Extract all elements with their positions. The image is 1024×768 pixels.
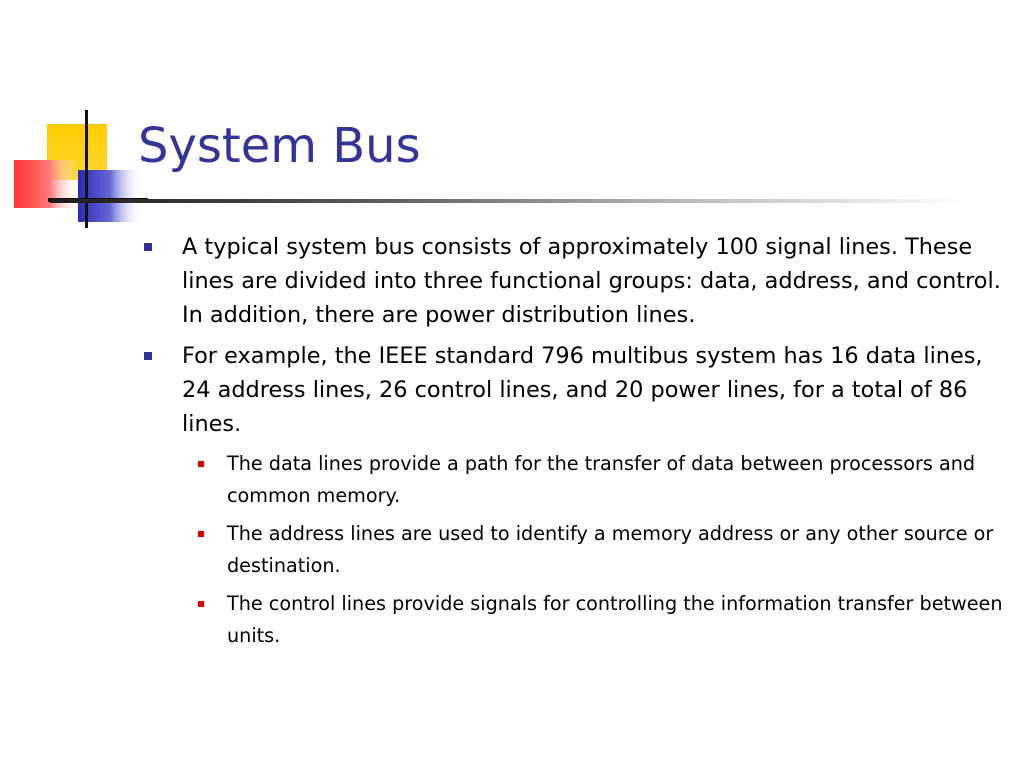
sub-bullet-item [185, 448, 1010, 512]
red-square-bullet-icon [198, 531, 204, 537]
square-bullet-icon [144, 352, 152, 360]
sub-bullet-item [185, 588, 1010, 652]
sub-bullet-text: The data lines provide a path for the transfer of data between processors and common memory. [227, 452, 976, 507]
bullet-text: For example, the IEEE standard 796 multibus system has 16 data lines, 24 address lines, 26 control lines, and 20 power lines, for a total of 86 lines. [182, 343, 983, 437]
bullet-item [140, 339, 1010, 441]
decorative-squares-graphic [0, 0, 150, 240]
red-square-bullet-icon [198, 461, 204, 467]
sub-bullet-text: The control lines provide signals for controlling the information transfer between units. [227, 592, 1003, 647]
bullet-text: A typical system bus consists of approximately 100 signal lines. These lines are divided into three functional groups: data, address, and control. In addition, there are power distribution lines. [182, 234, 1001, 328]
slide-body [140, 230, 1010, 658]
sub-bullet-text: The address lines are used to identify a memory address or any other source or destination. [227, 522, 994, 577]
deco-vertical-line [85, 110, 88, 228]
square-bullet-icon [144, 243, 152, 251]
sub-bullet-item [185, 518, 1010, 582]
title-underline [50, 199, 970, 203]
bullet-item [140, 230, 1010, 332]
slide-title: System Bus [138, 118, 421, 174]
red-square-bullet-icon [198, 601, 204, 607]
